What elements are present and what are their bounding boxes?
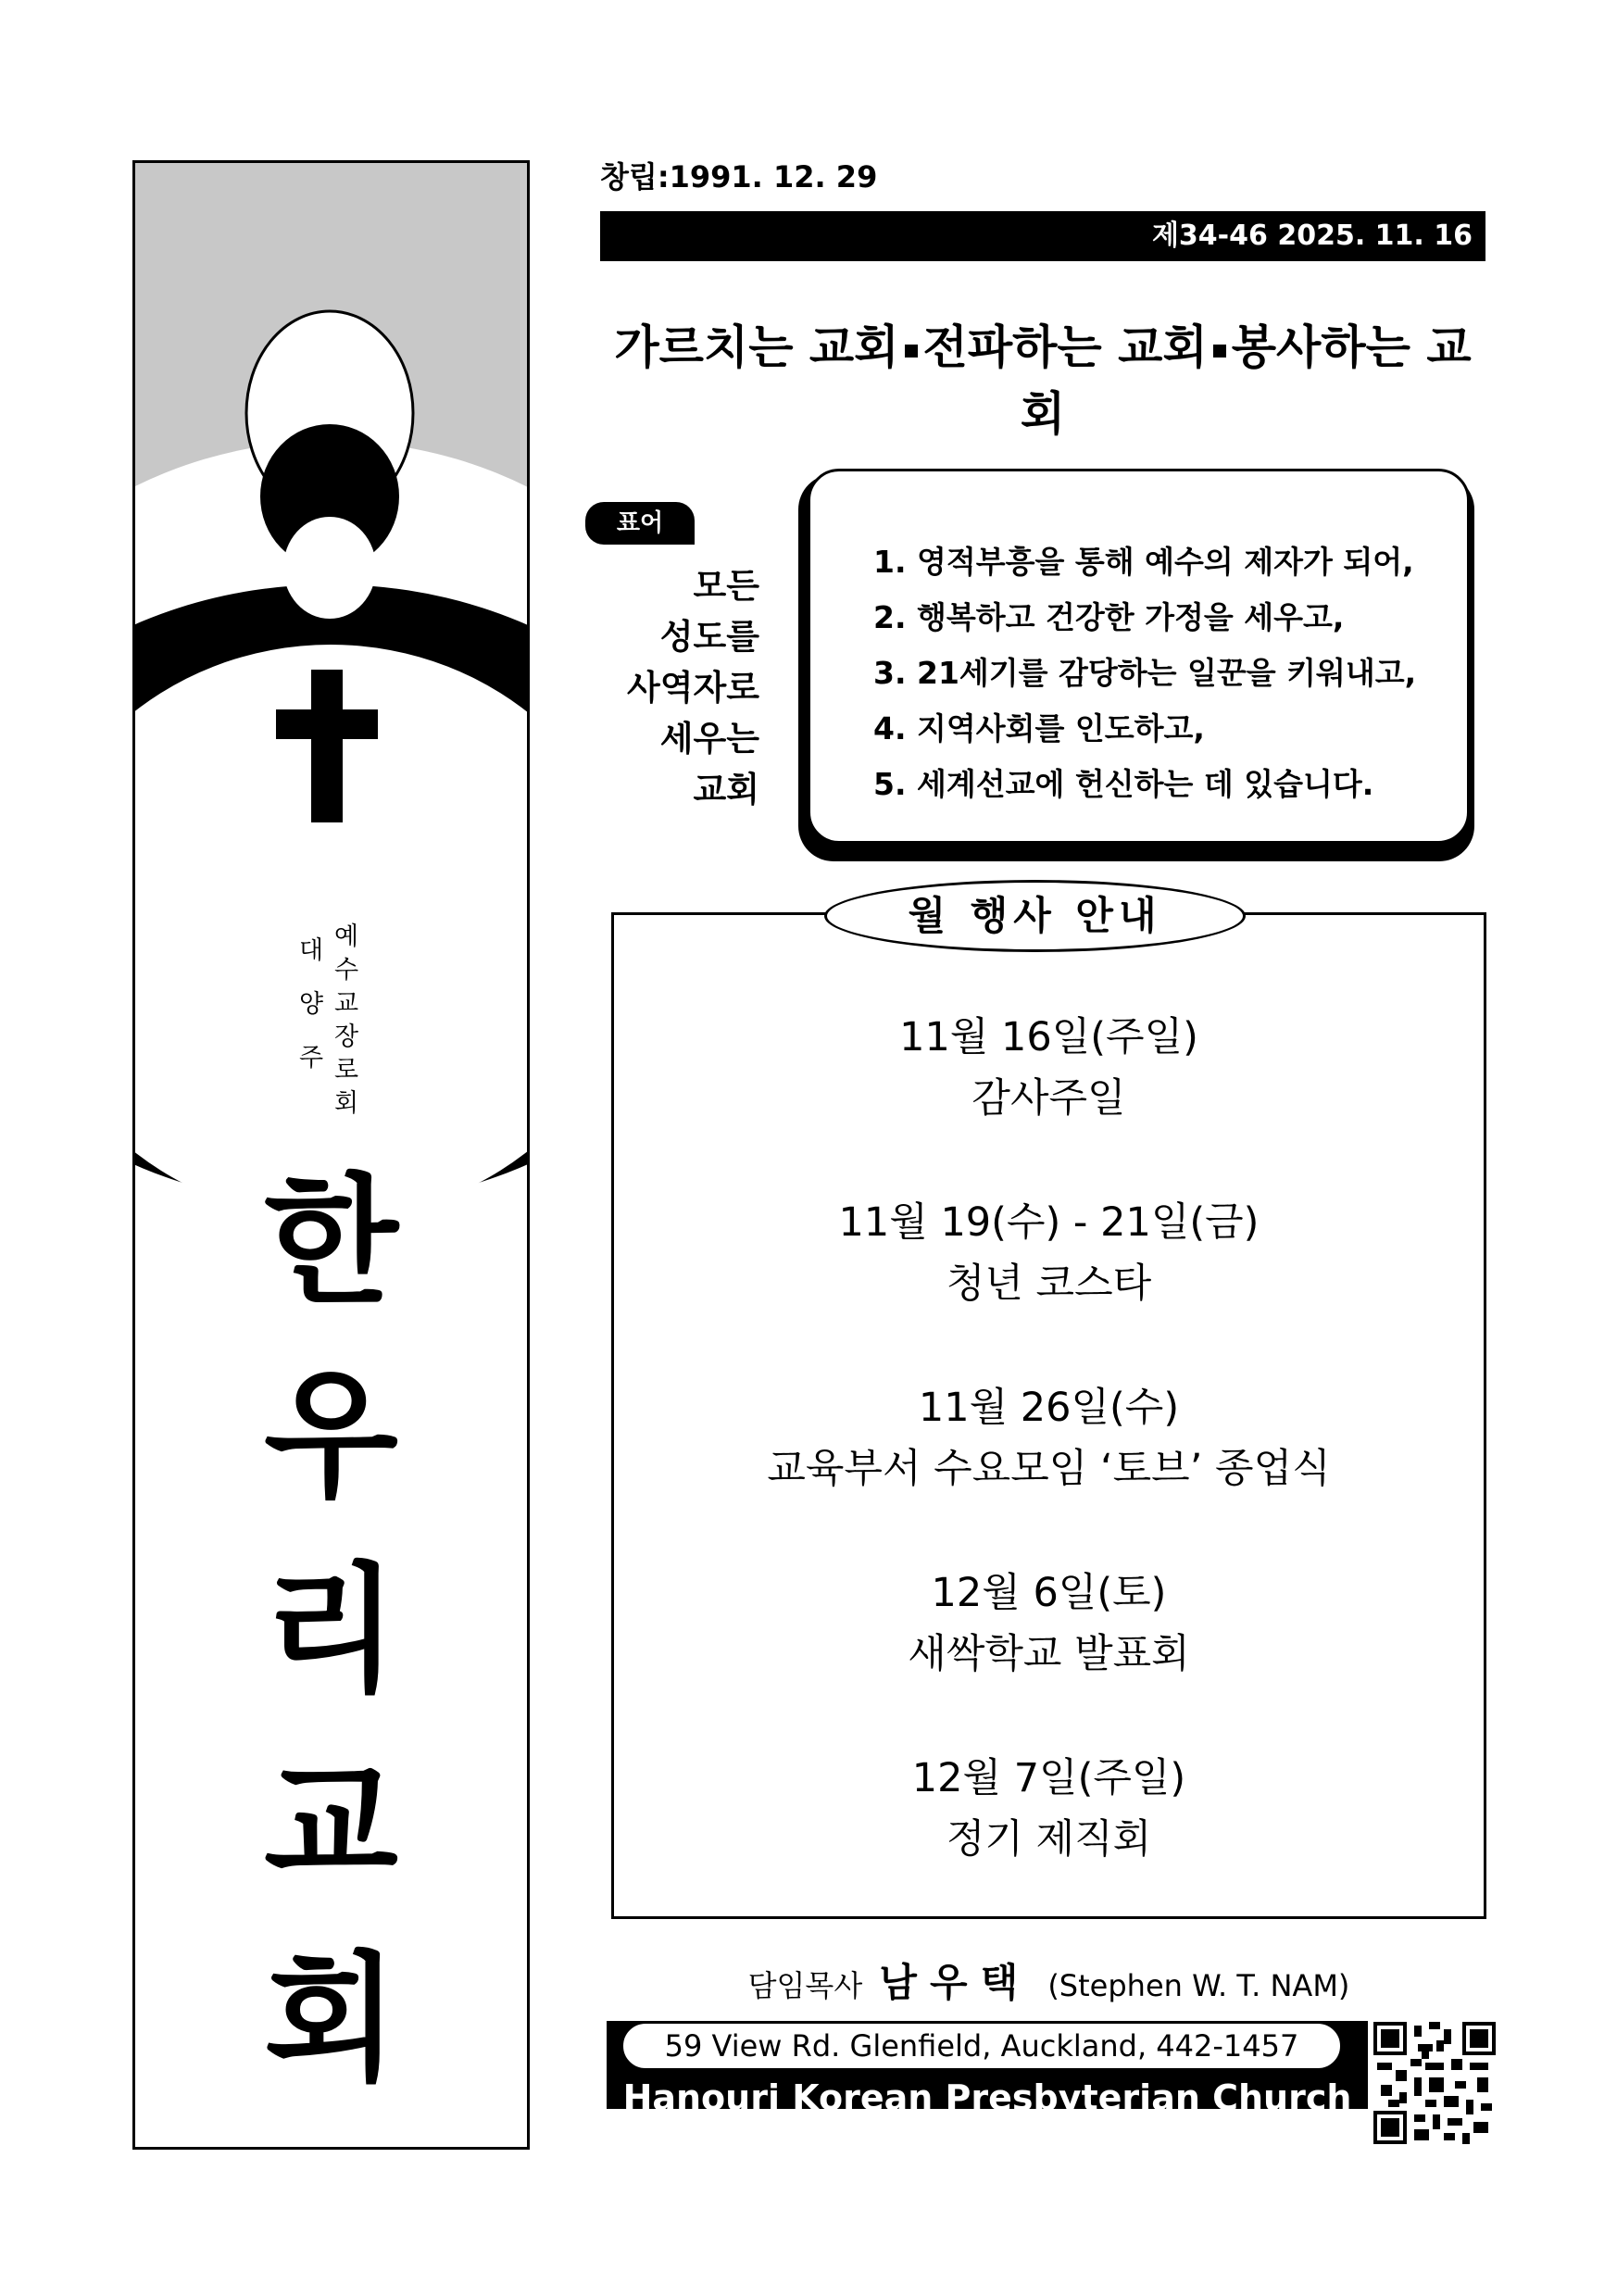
events-box: [611, 912, 1486, 1919]
vision-item: 5. 세계선교에 헌신하는 데 있습니다.: [873, 766, 1374, 802]
pyoeo-line: 세우는: [659, 719, 759, 759]
char: 대: [298, 936, 324, 965]
char: 주: [298, 1044, 324, 1073]
church-name-char: 교: [264, 1745, 398, 1906]
events-title: 월 행사 안내: [824, 880, 1246, 952]
char: 장: [333, 1023, 359, 1051]
event-date: 12월 6일(토): [931, 1570, 1167, 1616]
address: 59 View Rd. Glenfield, Auckland, 442-1457: [620, 2021, 1343, 2071]
char: 양: [298, 990, 324, 1019]
pastor-name: 남우택: [879, 1960, 1032, 2005]
event-name: 감사주일: [971, 1075, 1126, 1122]
event-date: 11월 26일(수): [918, 1385, 1180, 1431]
square-bullet-icon: [905, 345, 918, 358]
event-date: 11월 19(수) - 21일(금): [838, 1199, 1260, 1246]
char: 회: [333, 1089, 359, 1118]
motto: [600, 310, 1485, 444]
event-date: 12월 7일(주일): [911, 1755, 1186, 1801]
issue-bar: 제34-46 2025. 11. 16: [600, 211, 1485, 261]
vision-item: 3. 21세기를 감당하는 일꾼을 키워내고,: [873, 655, 1417, 691]
char: 교: [333, 989, 359, 1018]
denomination-col-2: [297, 924, 325, 1085]
char: 로: [333, 1056, 359, 1085]
vision-box: [808, 469, 1470, 844]
pastor-en: (Stephen W. T. NAM): [1047, 1968, 1350, 2003]
event-name: 교육부서 수요모임 ‘토브’ 종업식: [767, 1446, 1331, 1492]
square-bullet-icon: [1213, 345, 1226, 358]
vision-item: 4. 지역사회를 인도하고,: [873, 710, 1205, 747]
vision-item: 1. 영적부흥을 통해 예수의 제자가 되어,: [873, 544, 1414, 580]
pyoeo-line: 모든: [693, 566, 759, 606]
pyoeo-tab: 표어: [585, 502, 695, 545]
pyoeo-line: 사역자로: [627, 668, 759, 708]
left-banner: [132, 160, 530, 2150]
church-name-en: Hanouri Korean Presbyterian Church: [622, 2077, 1352, 2118]
motto-part: 전파하는 교회: [922, 320, 1208, 374]
event-name: 새싹학교 발표회: [908, 1631, 1190, 1677]
event-date: 11월 16일(주일): [899, 1014, 1198, 1060]
qr-code-icon: [1373, 2022, 1496, 2144]
pyoeo-text: [611, 560, 759, 815]
church-name-char: 한: [264, 1161, 398, 1323]
vision-item: 2. 행복하고 건강한 가정을 세우고,: [873, 599, 1345, 635]
church-name-char: 리: [264, 1550, 398, 1712]
motto-part: 봉사하는 교회: [1020, 320, 1472, 441]
denomination-col-1: [332, 921, 360, 1121]
char: 수: [333, 956, 359, 985]
founded-date: 창립:1991. 12. 29: [600, 159, 878, 194]
motto-part: 가르치는 교회: [614, 320, 899, 374]
pastor-line: [611, 1952, 1486, 2008]
pastor-title: 담임목사: [747, 1968, 863, 2003]
pyoeo-line: 성도를: [659, 617, 759, 657]
church-name-char: 우: [264, 1356, 398, 1517]
pyoeo-line: 교회: [693, 770, 759, 809]
char: 예: [333, 922, 359, 951]
event-name: 청년 코스타: [946, 1261, 1152, 1307]
event-name: 정기 제직회: [946, 1816, 1152, 1863]
church-name-char: 회: [264, 1939, 398, 2101]
